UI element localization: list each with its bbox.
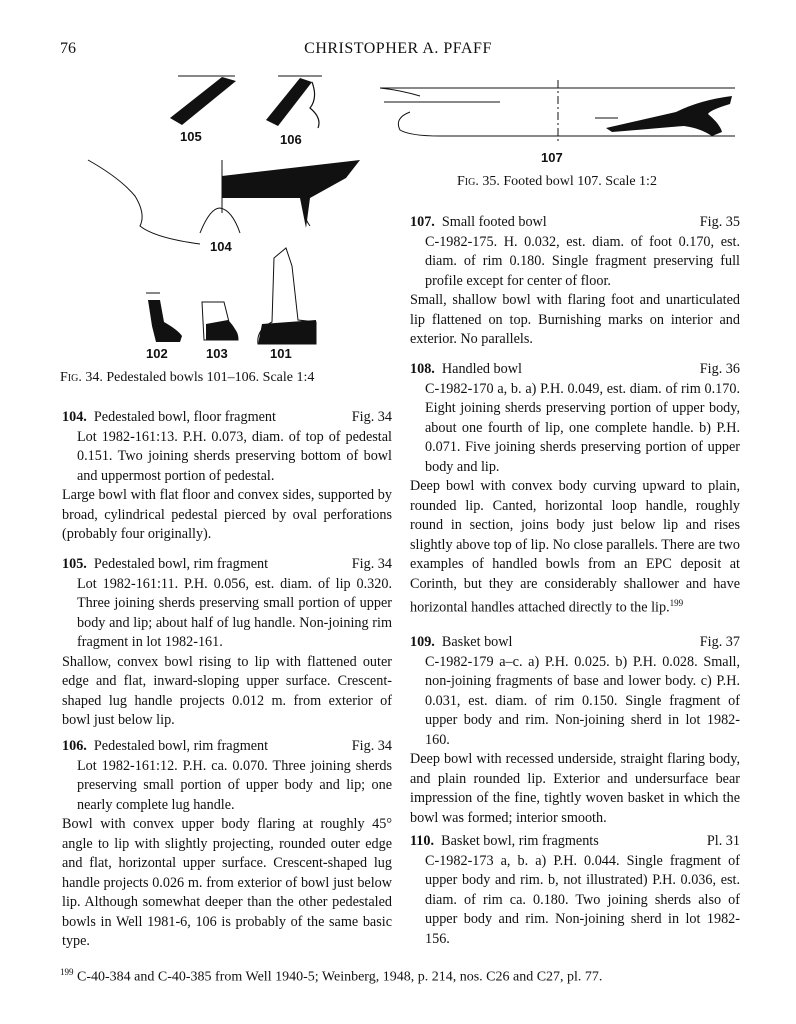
sherd-102-drawing: [146, 293, 182, 342]
entry-details: C-1982-179 a–c. a) P.H. 0.025. b) P.H. 0.028. Small, non-joining fragments of base and lower body. c) P.H. 0.031, est. diam. of rim 0.150. Single fragment of upper body and rim. Non-joining sherd in lot 1982-160.: [425, 653, 740, 748]
entry-number: 104.: [62, 409, 87, 425]
entry-figure-ref: Fig. 34: [351, 738, 392, 754]
entry-title: Basket bowl, rim fragments: [441, 833, 599, 849]
fig34-label-103: 103: [206, 346, 228, 361]
entry-figure-ref: Fig. 36: [699, 361, 740, 377]
sherd-101-drawing: [258, 248, 316, 344]
page-number: 76: [60, 40, 76, 57]
entry-details: Lot 1982-161:13. P.H. 0.073, diam. of top of pedestal 0.151. Two joining sherds preserving bottom of bowl and uppermost portion of pedestal.: [77, 428, 392, 484]
entry-figure-ref: Fig. 34: [351, 556, 392, 572]
figure-34-drawings: [60, 68, 430, 368]
entry-figure-ref: Fig. 37: [699, 634, 740, 650]
sherd-105-drawing: [170, 76, 236, 125]
footnote-number: 199: [60, 967, 74, 977]
entry-details: Lot 1982-161:11. P.H. 0.056, est. diam. of lip 0.320. Three joining sherds preserving small portion of upper body and lip; about half of lug handle. Non-joining rim fragment in lot 1982-161.: [77, 575, 392, 650]
entry-number: 108.: [410, 361, 435, 377]
fig34-label-104: 104: [210, 239, 232, 254]
entry-figure-ref: Fig. 34: [351, 409, 392, 425]
entry-details: Lot 1982-161:12. P.H. ca. 0.070. Three joining sherds preserving small portion of upper body and lip; one nearly complete lug handle.: [77, 757, 392, 813]
entry-title: Pedestaled bowl, rim fragment: [93, 738, 269, 754]
entry-title: Pedestaled bowl, rim fragment: [93, 556, 269, 572]
entry-description: Shallow, convex bowl rising to lip with flattened outer edge and flat, inward-sloping upper surface. Crescent-shaped lug handle projects 0.012 m. from exterior of bowl just below lip.: [62, 653, 392, 728]
entry-number: 106.: [62, 738, 87, 754]
fig34-label-101: 101: [270, 346, 292, 361]
entry-title: Handled bowl: [441, 361, 522, 377]
entry-number: 110.: [410, 833, 435, 849]
entry-title: Small footed bowl: [441, 214, 547, 230]
entry-number: 107.: [410, 214, 435, 230]
figure-35-caption-text: Footed bowl 107. Scale 1:2: [503, 174, 657, 189]
running-header-author: CHRISTOPHER A. PFAFF: [304, 40, 492, 57]
sherd-106-drawing: [266, 76, 322, 128]
sherd-103-drawing: [202, 302, 238, 340]
figure-35-drawing: [380, 78, 740, 153]
entry-description: Deep bowl with convex body curving upward to plain, rounded lip. Canted, horizontal loop handle, roughly round in section, joins body just below lip and rises slightly above top of lip. No close parallels. There are two examples of handled bowls from an EPC deposit at Corinth, but they are considerably shallower and have horizontal handles attached directly to the lip.$^{199}$: [410, 478, 740, 616]
entry-description: Deep bowl with recessed underside, straight flaring body, and plain rounded lip. Exterior and undersurface bear impression of the fine, tightly woven basket in which the bowl was formed; interior smooth.: [410, 751, 740, 826]
entry-description: Large bowl with flat floor and convex sides, supported by broad, cylindrical pedestal pierced by oval perforations (probably four originally).: [62, 487, 392, 542]
figure-34-caption-text: Pedestaled bowls 101–106. Scale 1:4: [106, 370, 315, 385]
fig34-label-102: 102: [146, 346, 168, 361]
catalog-entry-105: [62, 555, 392, 731]
entry-number: 109.: [410, 634, 435, 650]
fig34-label-105: 105: [180, 129, 202, 144]
footnote-reference: 199: [669, 598, 684, 608]
figure-35-caption-prefix: Fig. 35.: [457, 174, 500, 189]
fig35-label-107: 107: [541, 150, 563, 165]
catalog-entry-104: [62, 408, 392, 545]
entry-description: Bowl with convex upper body flaring at roughly 45° angle to lip with slightly projecting, rounded outer edge and flat, horizontal upper surface. Crescent-shaped lug handle projects 0.026 m. from exterior of bowl just below lip. Although somewhat deeper than the other pedestaled bowls in Well 1981-6, 106 is probably of the same basic type.: [62, 816, 392, 949]
entry-description: Small, shallow bowl with flaring foot and unarticulated lip flattened on top. Burnishing marks on interior and exterior. No parallels.: [410, 292, 740, 347]
footnote-199: [60, 963, 760, 987]
entry-figure-ref: Fig. 35: [699, 214, 740, 230]
entry-figure-ref: Pl. 31: [706, 833, 740, 849]
figure-34-caption-prefix: Fig. 34.: [60, 370, 103, 385]
footnote-text: C-40-384 and C-40-385 from Well 1940-5; Weinberg, 1948, p. 214, nos. C26 and C27, pl. 77.: [77, 969, 603, 985]
entry-title: Basket bowl: [441, 634, 513, 650]
entry-number: 105.: [62, 556, 87, 572]
catalog-entry-109: [410, 633, 740, 828]
sherd-104-drawing: [88, 160, 360, 244]
figure-34-caption: [60, 370, 314, 386]
entry-details: C-1982-173 a, b. a) P.H. 0.044. Single fragment of upper body and rim. b, not illustrated) P.H. 0.036, est. diam. of rim ca. 0.180. Two joining sherds also of upper body and rim. Non-joining sherd in lot 1982-156.: [425, 852, 740, 947]
catalog-entry-107: [410, 213, 740, 350]
catalog-entry-108: [410, 360, 740, 618]
entry-details: C-1982-170 a, b. a) P.H. 0.049, est. diam. of rim 0.170. Eight joining sherds preserving portion of upper body, about one fourth of lip, one complete handle. b) P.H. 0.071. Five joining sherds preserving portion of upper body and lip.: [425, 380, 740, 475]
figure-35-caption: [457, 174, 657, 190]
fig34-label-106: 106: [280, 132, 302, 147]
catalog-entry-110: [410, 832, 740, 949]
entry-details: C-1982-175. H. 0.032, est. diam. of foot 0.170, est. diam. of rim 0.180. Single fragment preserving full profile except for center of floor.: [425, 233, 740, 289]
entry-title: Pedestaled bowl, floor fragment: [93, 409, 276, 425]
catalog-entry-106: [62, 737, 392, 952]
